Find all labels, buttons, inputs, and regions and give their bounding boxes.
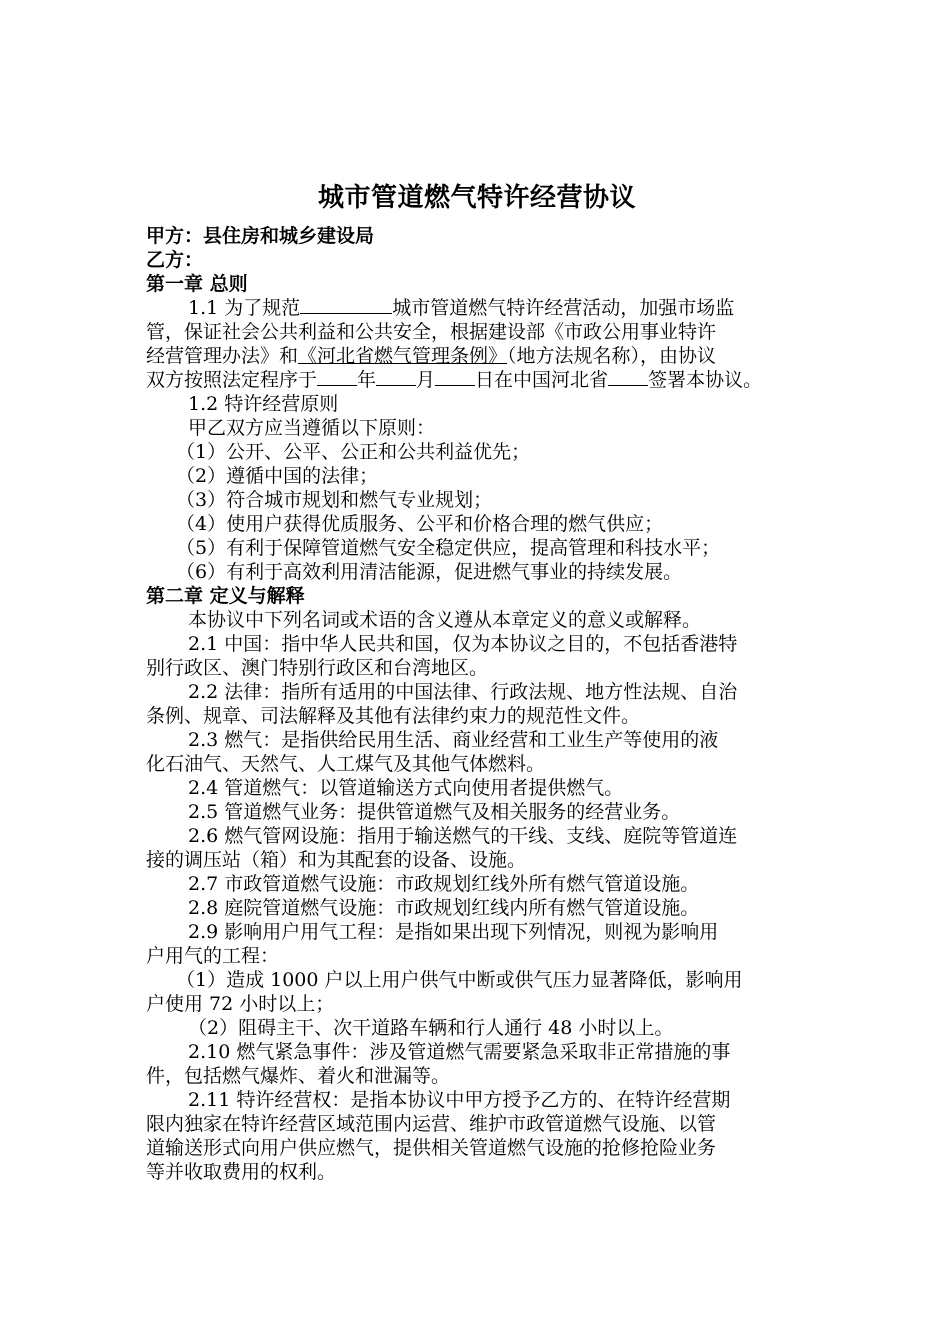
principle-item: （3）符合城市规划和燃气专业规划； — [176, 489, 493, 511]
month-label: 月 — [416, 369, 436, 391]
blank-year — [317, 368, 357, 386]
definition-2-9-item-2: （2）阻碍主干、次干道路车辆和行人通行 48 小时以上。 — [188, 1017, 674, 1039]
definition-2-11-line-4: 等并收取费用的权利。 — [146, 1161, 337, 1183]
definition-2-1-line-2: 别行政区、澳门特别行政区和台湾地区。 — [146, 657, 489, 679]
clause-1-1-line-3-b: （地方法规名称），由协议 — [507, 345, 717, 367]
definition-2-10-line-2: 件，包括燃气爆炸、着火和泄漏等。 — [146, 1065, 451, 1087]
definition-2-3-line-2: 化石油气、天然气、人工煤气及其他气体燃料。 — [146, 753, 546, 775]
clause-1-1-text-a: 1.1 为了规范 — [188, 297, 301, 319]
chapter-2-heading: 第二章 定义与解释 — [146, 585, 305, 607]
definition-2-8: 2.8 庭院管道燃气设施：市政规划红线内所有燃气管道设施。 — [188, 897, 700, 919]
blank-place — [608, 368, 648, 386]
definition-2-9-line-2: 户用气的工程： — [146, 945, 280, 967]
definition-2-10-line-1: 2.10 燃气紧急事件：涉及管道燃气需要紧急采取非正常措施的事 — [188, 1041, 731, 1063]
document-title: 城市管道燃气特许经营协议 — [317, 183, 636, 213]
regulation-name: 《河北省燃气管理条例》 — [298, 345, 508, 367]
blank-day — [435, 368, 475, 386]
clause-1-1-line-3-a: 经营管理办法》和 — [146, 345, 299, 367]
principle-item: （6）有利于高效利用清洁能源，促进燃气事业的持续发展。 — [176, 561, 683, 583]
definition-2-6-line-1: 2.6 燃气管网设施：指用于输送燃气的干线、支线、庭院等管道连 — [188, 825, 738, 847]
definition-2-9-item-1-line-2: 户使用 72 小时以上； — [146, 993, 335, 1015]
definition-2-5: 2.5 管道燃气业务：提供管道燃气及相关服务的经营业务。 — [188, 801, 681, 823]
chapter-2-intro: 本协议中下列名词或术语的含义遵从本章定义的意义或解释。 — [188, 609, 702, 631]
clause-1-1-line-4-end: 签署本协议。 — [648, 369, 763, 391]
principle-item: （1）公开、公平、公正和公共利益优先； — [176, 441, 531, 463]
principle-item: （5）有利于保障管道燃气安全稳定供应，提高管理和科技水平； — [176, 537, 721, 559]
definition-2-2-line-2: 条例、规章、司法解释及其他有法律约束力的规范性文件。 — [146, 705, 641, 727]
document-page — [146, 178, 808, 1184]
clause-1-1-line-4-a: 双方按照法定程序于 — [146, 369, 318, 391]
definition-2-9-item-1-line-1: （1）造成 1000 户以上用户供气中断或供气压力显著降低，影响用 — [176, 969, 743, 991]
definition-2-11-line-1: 2.11 特许经营权：是指本协议中甲方授予乙方的、在特许经营期 — [188, 1089, 731, 1111]
party-b: 乙方： — [146, 249, 204, 271]
day-label: 日在中国河北省 — [475, 369, 609, 391]
definition-2-3-line-1: 2.3 燃气：是指供给民用生活、商业经营和工业生产等使用的液 — [188, 729, 719, 751]
principle-item: （4）使用户获得优质服务、公平和价格合理的燃气供应； — [176, 513, 664, 535]
chapter-1-heading: 第一章 总则 — [146, 273, 248, 295]
definition-2-2-line-1: 2.2 法律：指所有适用的中国法律、行政法规、地方性法规、自治 — [188, 681, 738, 703]
definition-2-11-line-3: 道输送形式向用户供应燃气，提供相关管道燃气设施的抢修抢险业务 — [146, 1137, 717, 1159]
definition-2-1-line-1: 2.1 中国：指中华人民共和国，仅为本协议之目的，不包括香港特 — [188, 633, 738, 655]
definition-2-4: 2.4 管道燃气：以管道输送方式向使用者提供燃气。 — [188, 777, 624, 799]
definition-2-6-line-2: 接的调压站（箱）和为其配套的设备、设施。 — [146, 849, 527, 871]
year-label: 年 — [357, 369, 377, 391]
definition-2-9-line-1: 2.9 影响用户用气工程：是指如果出现下列情况，则视为影响用 — [188, 921, 719, 943]
blank-city-name — [300, 296, 392, 314]
clause-1-2-intro: 甲乙双方应当遵循以下原则： — [188, 417, 436, 439]
clause-1-2-heading: 1.2 特许经营原则 — [188, 393, 339, 415]
clause-1-1-line-2: 管，保证社会公共利益和公共安全，根据建设部《市政公用事业特许 — [146, 321, 717, 343]
definition-2-11-line-2: 限内独家在特许经营区域范围内运营、维护市政管道燃气设施、以管 — [146, 1113, 717, 1135]
clause-1-1-text-b: 城市管道燃气特许经营活动，加强市场监 — [392, 297, 735, 319]
definition-2-7: 2.7 市政管道燃气设施：市政规划红线外所有燃气管道设施。 — [188, 873, 700, 895]
party-a: 甲方：县住房和城乡建设局 — [146, 225, 375, 247]
clause-1-1-line-3 — [146, 344, 808, 368]
blank-month — [376, 368, 416, 386]
principle-item: （2）遵循中国的法律； — [176, 465, 379, 487]
clause-1-1-line-1 — [146, 296, 808, 320]
clause-1-1-line-4 — [146, 368, 808, 392]
